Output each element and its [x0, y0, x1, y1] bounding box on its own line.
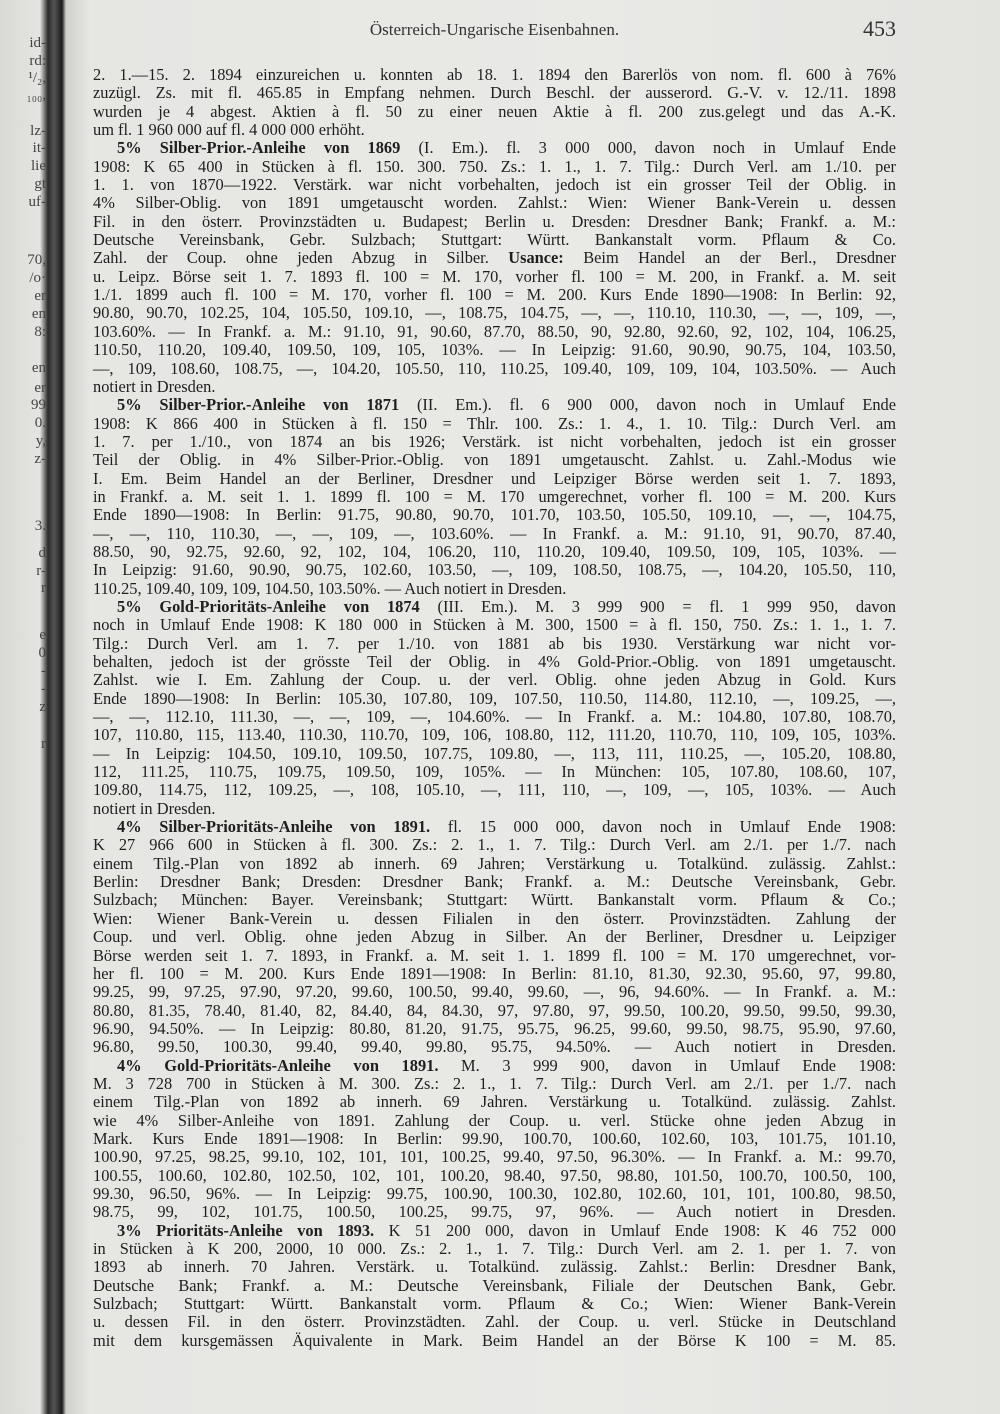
page-header — [93, 16, 896, 44]
text-line: 110.25, 109.40, 109, 109, 104.50, 103.50%. — Auch notiert in Dresden. — [93, 578, 567, 598]
paragraph — [93, 396, 896, 598]
text-line: Zahlst. wie I. Em. Zahlung der Coup. u. der verl. Oblig. ohne jeden Abzug in Gold. Kurs — [93, 670, 896, 690]
text-line: 99.25, 99, 97.25, 97.90, 97.20, 99.60, 100.50, 99.40, 99.60, —, 96, 94.60%. — In Frankf. a. M.: — [93, 982, 896, 1002]
paragraph — [93, 818, 896, 1056]
text-line: 4% Silber-Oblig. von 1891 umgetauscht worden. Zahlst.: Wien: Wiener Bank-Verein u. dessen — [93, 193, 896, 213]
margin-fragment: ¹/₂, — [28, 70, 46, 86]
margin-fragment: 99 — [31, 397, 46, 413]
text-line: einem Tilg.-Plan von 1892 ab innerh. 69 Jahren. Verstärkung u. Totalkünd. zulässig. Zahlst. — [93, 1092, 896, 1112]
text-line: Sulzbach; Stuttgart: Württ. Bankanstalt vorm. Pflaum & Co.; Wien: Wiener Bank-Verein — [93, 1294, 896, 1314]
text-line: 100.55, 100.60, 102.80, 102.50, 102, 101, 100.20, 98.40, 97.50, 98.80, 101.50, 100.70, 100.50, 100, — [93, 1165, 896, 1185]
text-line: wurden je 4 abgest. Aktien à fl. 50 zu einer neuen Aktie à fl. 200 zus.gelegt und das A.-K. — [93, 101, 896, 121]
text-line: 103.60%. — In Frankf. a. M.: 91.10, 91, 90.60, 87.70, 88.50, 90, 92.80, 92.60, 92, 102, 104, 106.25, — [93, 321, 896, 341]
text-line: Deutsche Bank; Frankf. a. M.: Deutsche Vereinsbank, Filiale der Deutschen Bank, Gebr. — [93, 1275, 896, 1295]
text-line: 1./1. 1899 auch fl. 100 = M. 170, vorher fl. 100 = M. 200. Kurs Ende 1890—1908: In Berlin: 92, — [93, 285, 896, 305]
text-line: —, —, 110, 110.30, —, —, 109, —, 103.60%. — In Frankf. a. M.: 91.10, 91, 90.70, 87.40, — [93, 523, 896, 543]
margin-fragment: /o· — [29, 270, 46, 286]
margin-fragment: e — [39, 627, 46, 643]
text-line: 107, 110.80, 115, 113.40, 110.30, 110.70, 109, 106, 108.80, 112, 111.20, 110.70, 110, 109, 105, 103%. — [93, 725, 896, 745]
text-line: M. 3 728 700 in Stücken à M. 300. Zs.: 2. 1., 1. 7. Tilg.: Durch Verl. am 2./1. per 1./7. nach — [93, 1073, 896, 1093]
text-line: In Leipzig: 91.60, 90.90, 90.75, 102.60, 103.50, —, 109, 108.50, 108.75, —, 104.20, 105.50, 110, — [93, 560, 896, 580]
text-line: K 27 966 600 in Stücken à fl. 300. Zs.: 2. 1., 1. 7. Tilg.: Durch Verl. am 2./1. per 1./7. nach — [93, 835, 896, 855]
margin-fragment: gt — [34, 176, 46, 192]
text-line: wie 4% Silber-Anleihe von 1891. Zahlung der Coup. u. verl. Stücke ohne jeden Abzug in — [93, 1110, 896, 1130]
margin-fragment: - — [41, 681, 46, 697]
paragraph — [93, 1222, 896, 1350]
text-line: notiert in Dresden. — [93, 798, 216, 818]
body-text — [93, 66, 896, 1350]
margin-fragment: 3. — [34, 518, 46, 534]
line-text: Beim Handel an der Berl., Dresdner — [563, 248, 896, 268]
text-line: 110.50, 110.20, 109.40, 109.50, 109, 105, 103%. — In Leipzig: 91.60, 90.90, 90.75, 104, 103.50, — [93, 340, 896, 360]
text-line: um fl. 1 960 000 auf fl. 4 000 000 erhöht. — [93, 120, 365, 140]
paragraph — [93, 598, 896, 818]
text-line: Ende 1890—1908: In Berlin: 105.30, 107.80, 109, 107.50, 110.50, 114.80, 112.10, —, 109.25, —, — [93, 688, 896, 708]
paragraph — [93, 139, 896, 396]
loan-heading: 4% Silber-Prioritäts-Anleihe von 1891. — [117, 817, 431, 837]
text-line — [93, 1057, 896, 1075]
text-line: Mark. Kurs Ende 1891—1908: In Berlin: 99.90, 100.70, 100.60, 102.60, 103, 101.75, 101.10, — [93, 1128, 896, 1148]
line-text: K 51 200 000, davon in Umlauf Ende 1908: K 46 752 000 — [374, 1220, 896, 1240]
text-line: Deutsche Vereinsbank, Gebr. Sulzbach; Stuttgart: Württ. Bankanstalt vorm. Pflaum & Co. — [93, 230, 896, 250]
margin-fragment: ₁₀₀, — [26, 87, 46, 103]
text-line — [93, 139, 896, 157]
text-line: Sulzbach; München: Bayer. Vereinsbank; Stuttgart: Württ. Bankanstalt vorm. Pflaum & Co.; — [93, 890, 896, 910]
text-line: noch in Umlauf Ende 1908: K 180 000 in Stücken à M. 300, 1500 = à fl. 150, 750. Zs.: 1. 1., 1. 7. — [93, 615, 896, 635]
margin-fragment: d — [38, 545, 46, 561]
line-text: (III. Em.). M. 3 999 900 = fl. 1 999 950, davon — [419, 596, 896, 616]
paragraph — [93, 1057, 896, 1222]
line-text: (I. Em.). fl. 3 000 000, davon noch in Umlauf Ende — [400, 138, 896, 158]
text-line: 2. 1.—15. 2. 1894 einzureichen u. konnten ab 18. 1. 1894 den Barerlös von nom. fl. 600 à 76% — [93, 65, 896, 84]
text-line: Fil. in den österr. Provinzstädten u. Budapest; Berlin u. Dresden: Dresdner Bank; Frankf. a. M.: — [93, 211, 896, 231]
margin-fragment: it- — [32, 140, 46, 156]
text-line: 96.80, 99.50, 100.30, 99.40, 99.40, 99.80, 95.75, 94.50%. — Auch notiert in Dresden. — [93, 1037, 896, 1057]
margin-fragment: r- — [36, 563, 46, 579]
loan-heading: 4% Gold-Prioritäts-Anleihe von 1891. — [117, 1055, 439, 1075]
text-line: 90.80, 90.70, 102.25, 104, 105.50, 109.10, —, 108.75, 104.75, —, —, 110.10, 110.30, —, —, 109, —, — [93, 303, 896, 323]
text-line — [93, 818, 896, 836]
text-line: 109.80, 114.75, 112, 109.25, —, 108, 105.10, —, 111, 110, —, 109, —, 105, 103%. — Auch — [93, 780, 896, 800]
text-line: Wien: Wiener Bank-Verein u. dessen Filialen in den österr. Provinzstädten. Zahlung der — [93, 908, 896, 928]
text-line: in Stücken à K 200, 2000, 10 000. Zs.: 2. 1., 1. 7. Tilg.: Durch Verl. am 2. 1. per 1. 7. von — [93, 1239, 896, 1258]
margin-fragment: er — [34, 288, 46, 304]
margin-fragment: lie — [31, 158, 46, 174]
text-line: einem Tilg.-Plan von 1892 ab innerh. 69 Jahren; Verstärkung u. Totalkünd. zulässig. Zahlst.: — [93, 853, 896, 873]
text-line: 100.90, 97.25, 98.25, 99.10, 102, 101, 101, 100.25, 99.40, 97.50, 96.30%. — In Frankf. a. M.: 99.70, — [93, 1147, 896, 1167]
text-line: notiert in Dresden. — [93, 376, 216, 396]
text-line — [93, 598, 896, 616]
margin-fragment: uf- — [28, 194, 46, 210]
loan-heading: 5% Gold-Prioritäts-Anleihe von 1874 — [117, 596, 420, 616]
margin-fragment: 70, — [27, 252, 46, 268]
text-line: behalten, jedoch ist der grösste Teil der Oblig. in 4% Gold-Prior.-Oblig. von 1891 umgetauscht. — [93, 652, 896, 671]
margin-fragment: 0 — [38, 645, 46, 661]
text-line: Tilg.: Durch Verl. am 1. 7. per 1./10. von 1881 ab bis 1930. Verstärkung war nicht vor- — [93, 633, 896, 653]
text-line: 80.80, 81.35, 78.40, 81.40, 82, 84.40, 84, 84.30, 97, 97.80, 97, 99.50, 100.20, 99.50, 99.50, 99.30, — [93, 1000, 896, 1020]
loan-heading: 5% Silber-Prior.-Anleihe von 1869 — [117, 138, 401, 158]
margin-fragment: y, — [35, 433, 46, 449]
margin-fragment: rd: — [29, 53, 46, 69]
text-line: 1908: K 65 400 in Stücken à fl. 150. 300. 750. Zs.: 1. 1., 1. 7. Tilg.: Durch Verl. am 1./10. per — [93, 156, 896, 176]
paragraph — [93, 66, 896, 139]
text-line: Teil der Oblig. in 4% Silber-Prior.-Oblig. von 1891 umgetauscht. Zahlst. u. Zahl.-Modus wie — [93, 450, 896, 470]
margin-fragment: r — [41, 580, 46, 596]
text-line: Coup. und verl. Oblig. ohne jeden Abzug in Silber. An der Berliner, Dresdner u. Leipziger — [93, 927, 896, 947]
text-line — [93, 1222, 896, 1240]
margin-fragment: z — [39, 699, 46, 715]
margin-fragment: id- — [29, 35, 46, 51]
margin-fragment: er — [34, 380, 46, 396]
text-line — [93, 249, 896, 267]
margin-fragment: en — [31, 360, 46, 376]
loan-heading: 3% Prioritäts-Anleihe von 1893. — [117, 1220, 375, 1240]
line-text: fl. 15 000 000, davon noch in Umlauf Ende 1908: — [430, 817, 896, 837]
text-line: — In Leipzig: 104.50, 109.10, 109.50, 107.75, 109.80, —, 113, 111, 110.25, —, 105.20, 108.80, — [93, 743, 896, 763]
margin-fragment: - — [41, 663, 46, 679]
line-text: M. 3 999 900, davon in Umlauf Ende 1908: — [438, 1055, 896, 1075]
text-line: 88.50, 90, 92.75, 92.60, 92, 102, 104, 106.20, 110, 110.20, 109.40, 109.50, 109, 105, 103%. — — [93, 541, 896, 561]
text-line: u. dessen Fil. in den österr. Provinzstädten. Zahl. der Coup. u. verl. Stücke in Deutschland — [93, 1312, 896, 1332]
text-line: Berlin: Dresdner Bank; Dresden: Dresdner Bank; Frankf. a. M.: Deutsche Vereinsbank, Gebr. — [93, 872, 896, 892]
text-line: 1908: K 866 400 in Stücken à fl. 150 = Thlr. 100. Zs.: 1. 4., 1. 10. Tilg.: Durch Verl. am — [93, 413, 896, 433]
line-text: Zahl. der Coup. ohne jeden Abzug in Silber. — [93, 248, 509, 268]
text-line: 96.90, 94.50%. — In Leipzig: 80.80, 81.20, 91.75, 95.75, 96.25, 99.60, 99.50, 98.75, 95.90, 97.60, — [93, 1018, 896, 1038]
text-line: 1. 1. von 1870—1922. Verstärk. war nicht vorbehalten, jedoch ist ein grosser Teil der Oblig. in — [93, 175, 896, 195]
page-number: 453 — [863, 16, 896, 41]
text-line: 1. 7. per 1./10., von 1874 an bis 1926; Verstärk. ist nicht vorbehalten, jedoch ist ein grosser — [93, 431, 896, 451]
line-text: (II. Em.). fl. 6 900 000, davon noch in Umlauf Ende — [399, 395, 896, 415]
margin-fragment: 8: — [34, 324, 46, 340]
margin-fragment: r — [41, 736, 46, 752]
text-line: I. Em. Beim Handel an der Berliner, Dresdner und Leipziger Börse werden seit 1. 7. 1893, — [93, 468, 896, 488]
margin-fragment: lz- — [30, 123, 46, 139]
running-title: Österreich-Ungarische Eisenbahnen. — [369, 20, 620, 39]
text-line: zuzügl. Zs. mit fl. 465.85 in Empfang nehmen. Durch Beschl. der ausserord. G.-V. v. 12./11. 1898 — [93, 83, 896, 103]
loan-heading: 5% Silber-Prior.-Anleihe von 1871 — [117, 395, 400, 415]
text-line: 98.75, 99, 102, 101.75, 100.50, 100.25, 99.75, 97, 96%. — Auch notiert in Dresden. — [93, 1202, 896, 1222]
text-line: 1893 ab innerh. 70 Jahren. Verstärk. u. Totalkünd. zulässig. Zahlst.: Berlin: Dresdner Bank, — [93, 1257, 896, 1277]
text-line: 99.30, 96.50, 96%. — In Leipzig: 99.75, 100.90, 100.30, 102.80, 102.60, 101, 101, 100.80, 98.50, — [93, 1183, 896, 1203]
text-line: her fl. 100 = M. 200. Kurs Ende 1891—1908: In Berlin: 81.10, 81.30, 92.30, 95.60, 97, 99.80, — [93, 963, 896, 983]
text-line: Ende 1890—1908: In Berlin: 91.75, 90.80, 90.70, 101.70, 103.50, 105.50, 109.10, —, —, 104.75, — [93, 505, 896, 525]
text-line: in Frankf. a. M. seit 1. 1. 1899 fl. 100 = M. 170 umgerechnet, vorher fl. 100 = M. 200. Kurs — [93, 486, 896, 506]
text-line — [93, 396, 896, 414]
margin-fragment: en — [31, 306, 46, 322]
text-line: Börse werden seit 1. 7. 1893, in Frankf. a. M. seit 1. 1. 1899 fl. 100 = M. 170 umgerechnet, vor- — [93, 945, 896, 965]
text-line: —, —, 112.10, 111.30, —, —, 109, —, 104.60%. — In Frankf. a. M.: 104.80, 107.80, 108.70, — [93, 707, 896, 727]
margin-fragment: z- — [34, 451, 46, 467]
usance-label: Usance: — [508, 248, 564, 268]
text-line: —, 109, 108.60, 108.75, —, 104.20, 105.50, 110, 110.25, 109.40, 109, 109, 104, 103.50%. — Auch — [93, 358, 896, 378]
text-line: 112, 111.25, 110.75, 109.75, 109.50, 109, 105%. — In München: 105, 107.80, 108.60, 107, — [93, 762, 896, 782]
text-line: u. Leipz. Börse seit 1. 7. 1893 fl. 100 = M. 170, vorher fl. 100 = M. 200, in Frankf. a. M. seit — [93, 266, 896, 286]
margin-fragment: 0. — [34, 415, 46, 431]
text-line: mit dem kursgemässen Äquivalente in Mark. Beim Handel an der Börse K 100 = M. 85. — [93, 1330, 896, 1350]
